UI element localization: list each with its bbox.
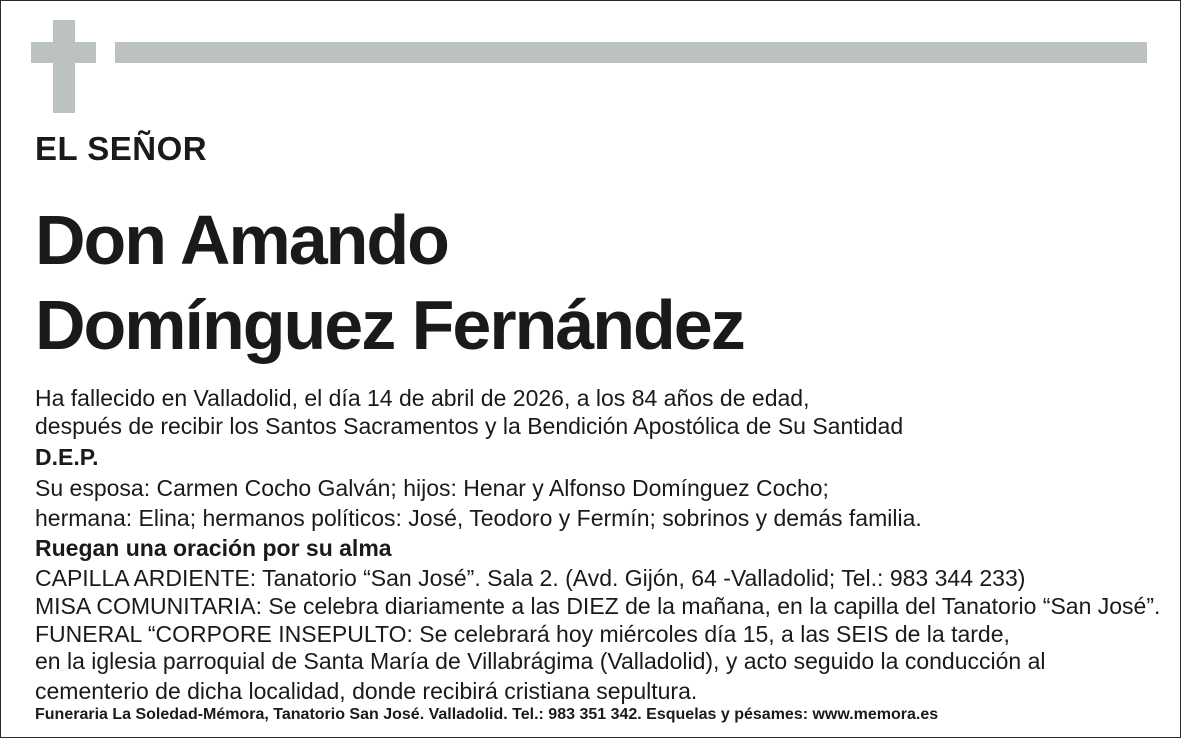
family-line2: hermana: Elina; hermanos políticos: José, Teodoro y Fermín; sobrinos y demás familia.	[35, 505, 922, 531]
funeral-info-line2: en la iglesia parroquial de Santa María de Villabrágima (Valladolid), y acto seguido la conducción al	[35, 648, 1046, 674]
prayer-request: Ruegan una oración por su alma	[35, 535, 392, 561]
death-notice-line1: Ha fallecido en Valladolid, el día 14 de abril de 2026, a los 84 años de edad,	[35, 385, 810, 411]
mass-info: MISA COMUNITARIA: Se celebra diariamente a las DIEZ de la mañana, en la capilla del Tanatorio “San José”.	[35, 593, 1161, 619]
dep-label: D.E.P.	[35, 444, 99, 470]
funeral-home-footer: Funeraria La Soledad-Mémora, Tanatorio San José. Valladolid. Tel.: 983 351 342. Esquelas y pésames: www.memora.es	[35, 706, 939, 723]
cross-icon-horizontal	[31, 42, 96, 63]
family-line1: Su esposa: Carmen Cocho Galván; hijos: Henar y Alfonso Domínguez Cocho;	[35, 475, 829, 501]
funeral-info-line3: cementerio de dicha localidad, donde recibirá cristiana sepultura.	[35, 678, 698, 704]
top-divider	[115, 42, 1147, 63]
funeral-info-line1: FUNERAL “CORPORE INSEPULTO: Se celebrará hoy miércoles día 15, a las SEIS de la tarde,	[35, 621, 1010, 647]
deceased-name-line2: Domínguez Fernández	[35, 286, 744, 364]
deceased-name-line1: Don Amando	[35, 201, 448, 279]
death-notice-line2: después de recibir los Santos Sacramentos y la Bendición Apostólica de Su Santidad	[35, 413, 904, 439]
honorific-heading: EL SEÑOR	[35, 130, 208, 167]
chapel-info: CAPILLA ARDIENTE: Tanatorio “San José”. Sala 2. (Avd. Gijón, 64 -Valladolid; Tel.: 983 344 233)	[35, 565, 1026, 591]
cross-icon-vertical	[53, 20, 75, 113]
